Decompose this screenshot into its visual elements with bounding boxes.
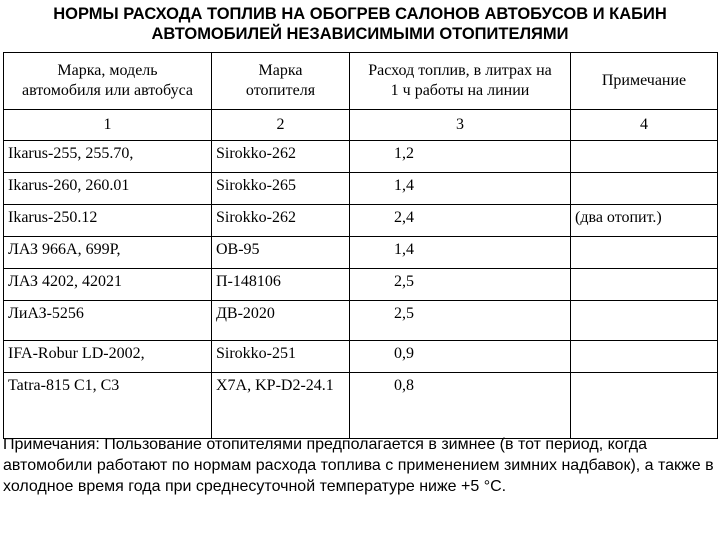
cell-model: Ikarus-255, 255.70, (4, 141, 212, 173)
table-row (4, 173, 718, 205)
column-number: 1 (4, 110, 212, 141)
table-row (4, 205, 718, 237)
header-model-line-2: автомобиля или автобуса (22, 82, 193, 99)
cell-note: (два отопит.) (571, 205, 718, 237)
cell-note (571, 301, 718, 341)
cell-model: Ikarus-260, 260.01 (4, 173, 212, 205)
cell-rate: 2,5 (350, 301, 571, 341)
cell-rate: 2,5 (350, 269, 571, 301)
cell-model: ЛАЗ 966А, 699Р, (4, 237, 212, 269)
cell-model: Ikarus-250.12 (4, 205, 212, 237)
header-model-line-1: Марка, модель (57, 62, 158, 79)
table-row (4, 373, 718, 439)
header-model (4, 53, 212, 110)
cell-rate: 2,4 (350, 205, 571, 237)
table-row (4, 269, 718, 301)
header-rate (350, 53, 571, 110)
cell-heater: Sirokko-262 (212, 141, 350, 173)
page-title (0, 4, 720, 44)
header-heater (212, 53, 350, 110)
cell-model: IFA-Robur LD-2002, (4, 341, 212, 373)
cell-note (571, 237, 718, 269)
cell-model: ЛиАЗ-5256 (4, 301, 212, 341)
fuel-norms-table (3, 52, 718, 439)
cell-heater: ДВ-2020 (212, 301, 350, 341)
cell-heater: П-148106 (212, 269, 350, 301)
cell-heater: X7A, KP-D2-24.1 (212, 373, 350, 439)
cell-note (571, 373, 718, 439)
cell-note (571, 141, 718, 173)
header-rate-line-2: 1 ч работы на линии (390, 82, 530, 99)
footnote: Примечания: Пользование отопителями предполагается в зимнее (в тот период, когда автомобили работают по нормам расхода топлива с применением зимних надбавок), а также в холодное время года при среднесуточной температуре ниже +5 °С. (3, 436, 714, 495)
cell-heater: Sirokko-262 (212, 205, 350, 237)
cell-model: ЛАЗ 4202, 42021 (4, 269, 212, 301)
cell-heater: Sirokko-265 (212, 173, 350, 205)
cell-note (571, 173, 718, 205)
cell-rate: 1,4 (350, 237, 571, 269)
title-line-2: АВТОМОБИЛЕЙ НЕЗАВИСИМЫМИ ОТОПИТЕЛЯМИ (151, 25, 569, 43)
cell-note (571, 341, 718, 373)
header-heater-line-1: Марка (258, 62, 303, 79)
title-line-1: НОРМЫ РАСХОДА ТОПЛИВ НА ОБОГРЕВ САЛОНОВ АВТОБУСОВ И КАБИН (53, 5, 667, 23)
column-number: 2 (212, 110, 350, 141)
cell-heater: ОВ-95 (212, 237, 350, 269)
table-row (4, 237, 718, 269)
cell-heater: Sirokko-251 (212, 341, 350, 373)
header-note (571, 53, 718, 110)
header-heater-line-2: отопителя (245, 82, 316, 99)
header-note-text: Примечание (601, 72, 687, 89)
table-row (4, 301, 718, 341)
cell-rate: 1,4 (350, 173, 571, 205)
cell-rate: 0,9 (350, 341, 571, 373)
table-row (4, 141, 718, 173)
column-number-row (4, 110, 718, 141)
table-row (4, 341, 718, 373)
cell-rate: 0,8 (350, 373, 571, 439)
cell-model: Tatra-815 C1, C3 (4, 373, 212, 439)
header-rate-line-1: Расход топлив, в литрах на (368, 62, 552, 79)
column-number: 3 (350, 110, 571, 141)
column-number: 4 (571, 110, 718, 141)
cell-note (571, 269, 718, 301)
header-row (4, 53, 718, 110)
cell-rate: 1,2 (350, 141, 571, 173)
